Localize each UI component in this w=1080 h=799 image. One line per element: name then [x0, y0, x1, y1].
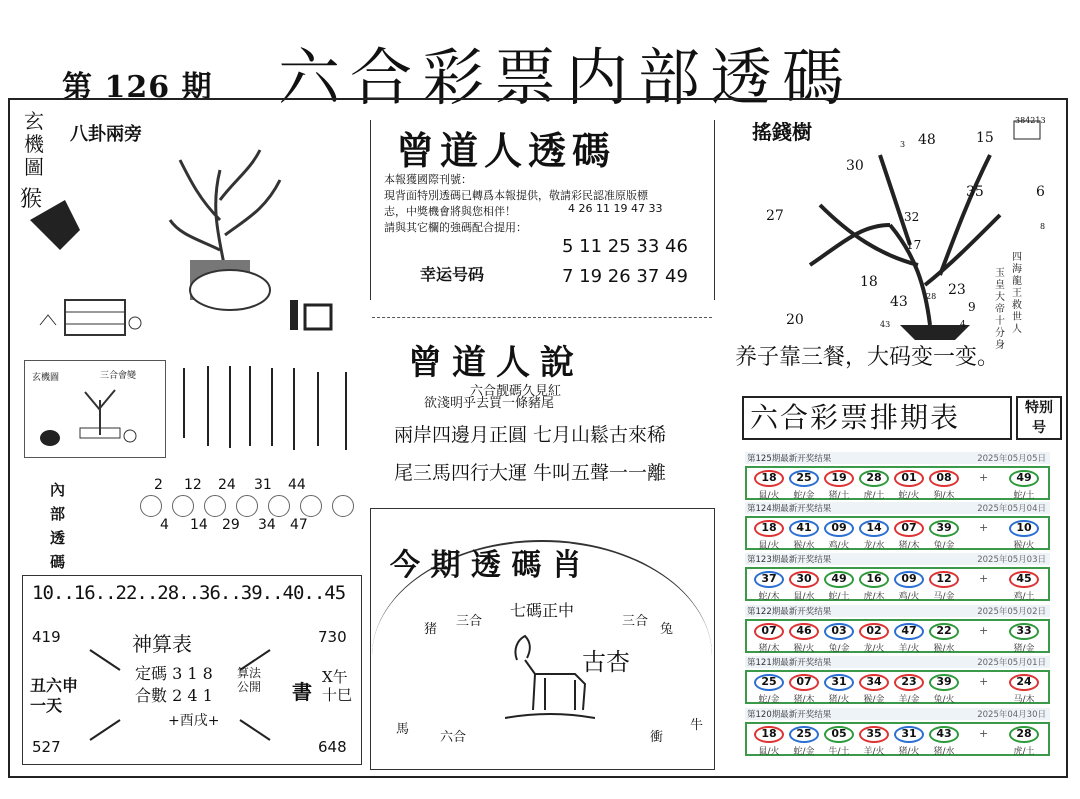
- side-text: 四海龍王救世人: [1012, 252, 1022, 335]
- mark-icon: [290, 300, 331, 330]
- draw-ball: 18: [754, 520, 784, 537]
- zodiac-bottom-right: 牛: [690, 718, 704, 733]
- draw-ball: 34: [859, 674, 889, 691]
- vertical-title: 內部透碼: [50, 481, 66, 571]
- draw-ball: 25: [789, 726, 819, 743]
- draw-ball: 41: [789, 520, 819, 537]
- draw-ball: 07: [789, 674, 819, 691]
- grid-circle: [268, 495, 290, 517]
- draw-ball: 23: [894, 674, 924, 691]
- tree-num: 8: [1040, 222, 1046, 231]
- zodiac-bottom-left: 馬: [396, 722, 410, 737]
- draw-body: [745, 619, 1050, 653]
- ball-zodiac: 马/金: [933, 592, 955, 602]
- draw-ball: 28: [1009, 726, 1039, 743]
- draw-ball: 18: [754, 726, 784, 743]
- draw-row: [745, 656, 1050, 706]
- shensuan-title: 神算表: [132, 632, 192, 656]
- notice-line: 本報獲國際刊號：: [384, 173, 472, 186]
- tree-num: 28: [926, 292, 937, 301]
- tree-num: 48: [918, 132, 936, 148]
- ball-zodiac: 猪/金: [1013, 644, 1035, 654]
- poem-line: 兩岸四邊月正圓 七月山鬆古來稀: [394, 424, 667, 446]
- handwritten-strokes: [178, 362, 368, 458]
- draw-ball: 09: [824, 520, 854, 537]
- plus-sign: +: [979, 471, 989, 484]
- draw-ball: 19: [824, 470, 854, 487]
- tree-num: 27: [766, 208, 784, 224]
- tree-num: 23: [948, 282, 966, 298]
- draw-header: [745, 605, 1050, 617]
- tebie-text: 特别号: [1025, 400, 1053, 436]
- notice-line: 現背面特別透碼已轉爲本報提供，敬請彩民認准原版標: [384, 189, 648, 202]
- tree-num: 30: [846, 158, 864, 174]
- draw-label: 第122期最新开奖结果: [747, 607, 832, 617]
- ball-zodiac: 猴/水: [933, 644, 955, 654]
- poem: [394, 416, 666, 492]
- ball-zodiac: 羊/金: [898, 695, 920, 705]
- draw-header: [745, 656, 1050, 668]
- page-title: 六合彩票内部透碼: [278, 41, 855, 114]
- money-tree-title: 搖錢樹: [752, 120, 812, 144]
- lucky-numbers: [562, 232, 688, 292]
- zodiac-left: 猪: [424, 622, 438, 637]
- draw-row: [745, 452, 1050, 502]
- draw-header: [745, 708, 1050, 720]
- notice-line: 志，中獎機會將與您相伴！: [384, 205, 516, 218]
- tree-num: 32: [904, 210, 920, 224]
- saying-title: 曾道人說: [408, 343, 584, 383]
- ball-zodiac: 猪/火: [898, 747, 920, 757]
- grid-num: 14: [190, 517, 208, 533]
- tree-num: 20: [786, 312, 804, 328]
- lucky-label: 幸运号码: [420, 265, 485, 284]
- corner-bottom-right: 648: [318, 738, 347, 756]
- draw-ball: 49: [824, 571, 854, 588]
- ball-zodiac: 蛇/金: [793, 747, 815, 757]
- draw-body: [745, 516, 1050, 550]
- divider: [372, 317, 712, 319]
- small-numbers: 4 26 11 19 47 33: [568, 202, 663, 215]
- ball-zodiac: 鸡/火: [828, 541, 850, 551]
- grid-circle: [300, 495, 322, 517]
- schedule-title: 六合彩票排期表: [742, 396, 1012, 440]
- draw-ball: 37: [754, 571, 784, 588]
- draw-ball: 25: [789, 470, 819, 487]
- poem-line: 尾三馬四行大運 牛叫五聲一一離: [394, 462, 667, 484]
- zengdao-title: 曾道人透碼: [396, 128, 617, 173]
- zodiac-right: 兔: [660, 622, 674, 637]
- ball-zodiac: 马/木: [1013, 695, 1035, 705]
- grid-num: 29: [222, 517, 240, 533]
- draw-ball: 10: [1009, 520, 1039, 537]
- calc-arrows: [60, 640, 300, 750]
- issue-number: 第 126 期: [62, 70, 213, 105]
- side-right-text: 書: [292, 680, 312, 704]
- tree-num: 4: [960, 320, 966, 330]
- draw-label: 第121期最新开奖结果: [747, 658, 832, 668]
- draw-ball: 30: [789, 571, 819, 588]
- dark-shape-icon: [30, 200, 80, 250]
- draw-ball: 18: [754, 470, 784, 487]
- tree-num: 3: [900, 140, 906, 149]
- draw-label: 第124期最新开奖结果: [747, 504, 832, 514]
- draw-row: [745, 502, 1050, 552]
- ball-zodiac: 鼠/水: [793, 592, 815, 602]
- sanhe-left: 三合: [456, 614, 483, 629]
- tree-num: 17: [906, 238, 922, 252]
- goat-icon: [505, 630, 595, 725]
- draw-header: [745, 553, 1050, 565]
- grid-circle: [172, 495, 194, 517]
- grid-num: 24: [218, 477, 236, 493]
- jinqi-title: 今 期 透 碼 肖: [390, 548, 582, 583]
- draw-row: [745, 605, 1050, 655]
- tree-caption: 养子靠三餐，大码变一变。: [735, 345, 1000, 370]
- mini-label-left: 玄機圖: [32, 373, 60, 383]
- grid-circle: [332, 495, 354, 517]
- grid-num: 47: [290, 517, 308, 533]
- draw-date: 2025年05月04日: [977, 504, 1046, 514]
- draw-header: [745, 452, 1050, 464]
- draw-body: [745, 670, 1050, 704]
- draw-label: 第120期最新开奖结果: [747, 710, 832, 720]
- draw-ball: 07: [894, 520, 924, 537]
- draw-ball: 49: [1009, 470, 1039, 487]
- lucky-row: 7 19 26 37 49: [562, 266, 688, 287]
- draw-date: 2025年05月02日: [977, 607, 1046, 617]
- sanhe-right: 三合: [622, 614, 649, 629]
- draw-date: 2025年05月05日: [977, 454, 1046, 464]
- ball-zodiac: 龙/水: [863, 541, 885, 551]
- ball-zodiac: 蛇/金: [793, 491, 815, 501]
- ball-zodiac: 蛇/木: [758, 592, 780, 602]
- grid-num: 4: [160, 517, 169, 533]
- ball-zodiac: 猴/金: [863, 695, 885, 705]
- draw-date: 2025年05月01日: [977, 658, 1046, 668]
- grid-circle: [140, 495, 162, 517]
- draw-ball: 03: [824, 623, 854, 640]
- hand-chars: 古杏: [582, 648, 630, 676]
- draw-ball: 24: [1009, 674, 1039, 691]
- draw-ball: 39: [929, 520, 959, 537]
- draw-ball: 07: [754, 623, 784, 640]
- draw-body: [745, 567, 1050, 601]
- ball-zodiac: 蛇/土: [828, 592, 850, 602]
- draw-body: [745, 466, 1050, 500]
- ball-zodiac: 猪/水: [933, 747, 955, 757]
- ball-zodiac: 猪/土: [828, 491, 850, 501]
- dingma-line: 定碼 3 1 8: [135, 664, 213, 683]
- ball-zodiac: 猪/木: [898, 541, 920, 551]
- ball-zodiac: 鼠/火: [758, 491, 780, 501]
- plus-sign: +: [979, 727, 989, 740]
- chong-label: 衝: [650, 730, 664, 745]
- mini-drawing: [30, 380, 160, 454]
- tree-drawing: [170, 150, 280, 270]
- tree-num: 18: [860, 274, 878, 290]
- grid-num: 34: [258, 517, 276, 533]
- draw-ball: 33: [1009, 623, 1039, 640]
- ball-zodiac: 虎/土: [1013, 747, 1035, 757]
- draw-ball: 45: [1009, 571, 1039, 588]
- puzzle-illustration: [20, 140, 360, 350]
- youxu-text: +酉戌+: [168, 713, 220, 729]
- xuanji-title: 玄機圖: [24, 109, 44, 179]
- mini-label-right: 三合會變: [100, 371, 137, 381]
- tree-badge: 384213: [1015, 116, 1046, 125]
- corner-top-right: 730: [318, 628, 347, 646]
- saying-sub2: 欲淺明乎去買一條豬尾: [424, 396, 555, 411]
- ball-zodiac: 兔/金: [933, 541, 955, 551]
- draw-ball: 31: [824, 674, 854, 691]
- draw-row: [745, 708, 1050, 758]
- suanfa-text: 算法公開: [237, 666, 262, 694]
- ball-zodiac: 猪/木: [793, 695, 815, 705]
- grid-num: 2: [154, 477, 163, 493]
- ball-zodiac: 羊/火: [863, 747, 885, 757]
- plus-sign: +: [979, 521, 989, 534]
- tree-num: 15: [976, 130, 994, 146]
- ball-zodiac: 鸡/土: [1013, 592, 1035, 602]
- liuhe-label: 六合: [440, 730, 467, 745]
- basket-icon: [65, 300, 125, 335]
- tree-num: 43: [890, 294, 908, 310]
- ball-zodiac: 兔/火: [933, 695, 955, 705]
- corner-top-left: 419: [32, 628, 61, 646]
- ball-zodiac: 虎/土: [863, 491, 885, 501]
- ball-zodiac: 兔/金: [828, 644, 850, 654]
- ball-zodiac: 虎/木: [863, 592, 885, 602]
- xuanji-extra: 猴: [20, 187, 43, 212]
- ball-zodiac: 龙/火: [863, 644, 885, 654]
- corner-bottom-left: 527: [32, 738, 61, 756]
- draw-ball: 31: [894, 726, 924, 743]
- tree-num: 35: [966, 184, 984, 200]
- draw-ball: 08: [929, 470, 959, 487]
- grid-num: 12: [184, 477, 202, 493]
- draw-ball: 16: [859, 571, 889, 588]
- ball-zodiac: 鸡/火: [898, 592, 920, 602]
- ball-zodiac: 狗/木: [933, 491, 955, 501]
- ball-zodiac: 猪/火: [828, 695, 850, 705]
- heshu-line: 合數 2 4 1: [135, 686, 213, 705]
- plus-sign: +: [979, 675, 989, 688]
- draw-date: 2025年04月30日: [977, 710, 1046, 720]
- grid-num: 31: [254, 477, 272, 493]
- draw-ball: 47: [894, 623, 924, 640]
- ball-zodiac: 羊/火: [898, 644, 920, 654]
- grid-num: 44: [288, 477, 306, 493]
- ball-zodiac: 猴/水: [793, 541, 815, 551]
- draw-ball: 28: [859, 470, 889, 487]
- side-text2: 玉皇大帝十分身: [995, 268, 1005, 351]
- ball-zodiac: 猴/火: [1013, 541, 1035, 551]
- draw-ball: 05: [824, 726, 854, 743]
- ball-zodiac: 蛇/土: [1013, 491, 1035, 501]
- lucky-row: 5 11 25 33 46: [562, 236, 688, 257]
- lion-icon: [40, 430, 60, 446]
- grid-circle: [204, 495, 226, 517]
- draw-ball: 09: [894, 571, 924, 588]
- seven-codes: 七碼正中: [510, 601, 575, 620]
- number-grid: [130, 475, 370, 545]
- saying-sub1: 六合靓碼久見紅: [470, 384, 562, 399]
- side-right-text2: X午十巳: [322, 668, 353, 704]
- ball-zodiac: 蛇/火: [898, 491, 920, 501]
- tree-num: 43: [880, 320, 891, 329]
- plus-sign: +: [979, 624, 989, 637]
- ball-zodiac: 猴/火: [793, 644, 815, 654]
- draw-ball: 01: [894, 470, 924, 487]
- calc-numbers: 10..16..22..28..36..39..40..45: [32, 582, 346, 604]
- draw-ball: 35: [859, 726, 889, 743]
- bagua-caption: 八卦兩旁: [70, 124, 142, 145]
- draw-ball: 02: [859, 623, 889, 640]
- ball-zodiac: 鼠/火: [758, 747, 780, 757]
- draw-body: [745, 722, 1050, 756]
- draw-row: [745, 553, 1050, 603]
- draw-label: 第125期最新开奖结果: [747, 454, 832, 464]
- tebie-label: [1016, 396, 1062, 440]
- grid-circle: [236, 495, 258, 517]
- ball-zodiac: 猪/木: [758, 644, 780, 654]
- notice-text: [384, 172, 714, 236]
- draw-ball: 25: [754, 674, 784, 691]
- tree-num: 9: [968, 300, 976, 314]
- ball-zodiac: 牛/土: [828, 747, 850, 757]
- draw-ball: 22: [929, 623, 959, 640]
- draw-ball: 43: [929, 726, 959, 743]
- draw-label: 第123期最新开奖结果: [747, 555, 832, 565]
- plus-sign: +: [979, 572, 989, 585]
- tree-num: 6: [1036, 184, 1045, 200]
- ball-zodiac: 鼠/火: [758, 541, 780, 551]
- draw-ball: 46: [789, 623, 819, 640]
- side-left-text: 丑六申一天: [30, 676, 79, 715]
- notice-line: 請與其它欄的強碼配合提用：: [384, 221, 527, 234]
- draw-ball: 14: [859, 520, 889, 537]
- draw-ball: 12: [929, 571, 959, 588]
- draw-ball: 39: [929, 674, 959, 691]
- draw-date: 2025年05月03日: [977, 555, 1046, 565]
- ball-zodiac: 蛇/金: [758, 695, 780, 705]
- draw-header: [745, 502, 1050, 514]
